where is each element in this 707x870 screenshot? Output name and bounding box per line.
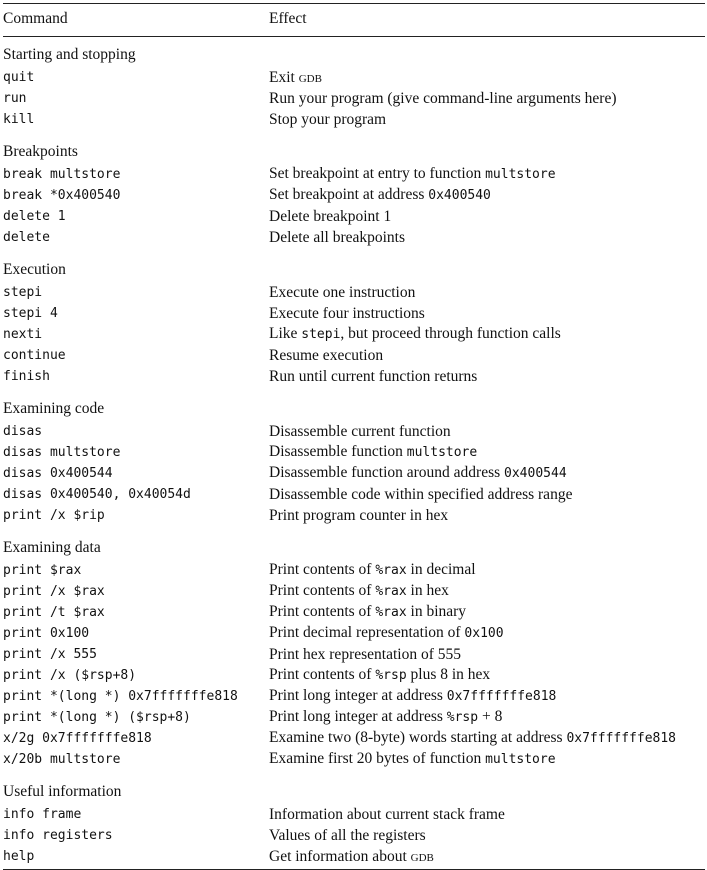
table-row [3,421,705,442]
table-row [3,825,705,846]
code-text: disas 0x400544 [3,466,113,481]
table-row [3,686,705,707]
code-text: info registers [3,828,113,843]
command-cell [3,463,269,484]
effect-column-header: Effect [269,10,307,27]
table-row [3,581,705,602]
command-cell [3,602,269,623]
command-cell [3,484,269,505]
table-row [3,749,705,770]
command-cell [3,366,269,387]
effect-cell [269,345,705,366]
plain-text: in binary [406,603,467,620]
effect-cell [269,366,705,387]
plain-text: Information about current stack frame [269,805,505,823]
plain-text: plus 8 in hex [406,666,491,683]
code-text: print *(long *) 0x7fffffffe818 [3,689,238,704]
section-title: Examining data [3,539,101,556]
code-text: info frame [3,807,82,822]
plain-text: in decimal [406,561,476,578]
command-cell [3,560,269,581]
effect-cell [269,206,705,227]
plain-text: Resume execution [269,346,384,364]
table-row [3,324,705,345]
command-cell [3,164,269,185]
command-cell [3,505,269,526]
table-header [3,4,705,37]
plain-text: Values of all the registers [269,826,426,844]
code-text: quit [3,70,35,85]
code-text: delete 1 [3,209,66,224]
command-column-header: Command [3,10,68,27]
effect-cell [269,227,705,248]
effect-cell [269,505,705,526]
command-cell [3,109,269,130]
plain-text: Run until current function returns [269,367,478,385]
plain-text: Disassemble code within specified address range [269,485,573,503]
plain-text: Set breakpoint at address [269,186,429,203]
plain-text: Delete all breakpoints [269,228,406,246]
code-text: kill [3,112,35,127]
table-row [3,463,705,484]
plain-text: Print program counter in hex [269,506,449,524]
table-row [3,303,705,324]
effect-cell [269,109,705,130]
plain-text: Print decimal representation of [269,624,465,641]
section-row [3,37,705,68]
effect-cell [269,665,705,686]
small-caps-text: gdb [298,68,322,86]
plain-text: Run your program (give command-line arguments here) [269,89,617,107]
plain-text: Print contents of [269,561,376,578]
table-row [3,560,705,581]
plain-text: Set breakpoint at entry to function [269,165,486,182]
code-text: print /x $rax [3,584,105,599]
section-row [3,248,705,282]
code-text: 0x400544 [504,466,567,481]
plain-text: Execute one instruction [269,283,416,301]
section-title: Breakpoints [3,143,78,160]
effect-cell [269,185,705,206]
command-cell [3,686,269,707]
effect-cell [269,749,705,770]
section-title: Starting and stopping [3,46,136,63]
code-text: %rax [375,563,407,578]
code-text: 0x7fffffffe818 [566,731,677,746]
plain-text: Exit [269,68,299,86]
table-row [3,707,705,728]
effect-cell [269,804,705,825]
plain-text: Delete breakpoint 1 [269,207,392,225]
command-cell [3,282,269,303]
table-row [3,345,705,366]
table-body [3,37,705,870]
plain-text: Print contents of [269,666,376,683]
code-text: stepi [301,327,341,342]
effect-cell [269,707,705,728]
code-text: print /t $rax [3,605,105,620]
table-row [3,728,705,749]
table-row [3,109,705,130]
code-text: disas multstore [3,445,121,460]
command-cell [3,665,269,686]
code-text: print $rax [3,563,82,578]
code-text: 0x400540 [428,188,491,203]
effect-cell [269,728,705,749]
code-text: %rsp [375,668,407,683]
code-text: multstore [406,445,478,460]
plain-text: Print long integer at address [269,687,447,704]
plain-text: Print contents of [269,582,376,599]
command-cell [3,227,269,248]
section-row [3,770,705,804]
table-row [3,665,705,686]
plain-text: in hex [406,582,449,599]
code-text: nexti [3,327,43,342]
effect-cell [269,560,705,581]
code-text: run [3,91,27,106]
code-text: %rax [375,605,407,620]
code-text: disas 0x400540, 0x40054d [3,487,191,502]
table-row [3,602,705,623]
code-text: print 0x100 [3,626,90,641]
command-cell [3,442,269,463]
command-cell [3,67,269,88]
table-row [3,846,705,870]
section-title: Useful information [3,783,122,800]
code-text: break *0x400540 [3,188,121,203]
effect-cell [269,484,705,505]
code-text: help [3,849,35,864]
plain-text: Get information about [269,847,411,865]
code-text: multstore [485,167,556,182]
effect-cell [269,825,705,846]
table-row [3,88,705,109]
code-text: print /x 555 [3,647,97,662]
command-cell [3,324,269,345]
command-cell [3,804,269,825]
effect-cell [269,602,705,623]
command-cell [3,345,269,366]
plain-text: Print contents of [269,603,376,620]
command-cell [3,88,269,109]
code-text: continue [3,348,66,363]
plain-text: Disassemble current function [269,422,451,440]
plain-text: Stop your program [269,110,387,128]
effect-cell [269,463,705,484]
plain-text: + 8 [478,708,503,725]
table-row [3,623,705,644]
code-text: 0x100 [464,626,504,641]
effect-cell [269,623,705,644]
code-text: print /x ($rsp+8) [3,668,137,683]
command-cell [3,707,269,728]
plain-text: Disassemble function around address [269,464,505,481]
table-row [3,227,705,248]
small-caps-text: gdb [410,847,434,865]
code-text: break multstore [3,167,121,182]
section-row [3,526,705,560]
effect-cell [269,303,705,324]
section-title: Examining code [3,400,105,417]
section-row [3,130,705,164]
command-cell [3,581,269,602]
table-row [3,282,705,303]
command-cell [3,206,269,227]
command-cell [3,421,269,442]
effect-cell [269,324,705,345]
command-cell [3,303,269,324]
gdb-commands-table [3,3,705,870]
section-row [3,387,705,421]
table-row [3,206,705,227]
command-cell [3,644,269,665]
command-cell [3,825,269,846]
code-text: %rax [375,584,407,599]
code-text: print /x $rip [3,508,105,523]
plain-text: Print hex representation of 555 [269,645,461,663]
effect-cell [269,421,705,442]
code-text: 0x7fffffffe818 [446,689,557,704]
table-row [3,164,705,185]
table-row [3,185,705,206]
table-row [3,505,705,526]
plain-text: Like [269,325,302,342]
table-row [3,484,705,505]
plain-text: Examine first 20 bytes of function [269,750,486,767]
code-text: multstore [485,752,556,767]
code-text: x/20b multstore [3,752,121,767]
effect-cell [269,581,705,602]
plain-text: Print long integer at address [269,708,447,725]
effect-cell [269,282,705,303]
effect-cell [269,846,705,870]
code-text: delete [3,230,50,245]
command-cell [3,846,269,870]
code-text: print *(long *) ($rsp+8) [3,710,191,725]
table-row [3,366,705,387]
plain-text: Examine two (8-byte) words starting at address [269,729,567,746]
effect-cell [269,88,705,109]
table-row [3,804,705,825]
plain-text: Disassemble function [269,443,407,460]
code-text: disas [3,424,43,439]
effect-cell [269,686,705,707]
command-cell [3,728,269,749]
code-text: finish [3,369,50,384]
code-text: x/2g 0x7fffffffe818 [3,731,152,746]
effect-cell [269,442,705,463]
command-cell [3,185,269,206]
section-title: Execution [3,261,66,278]
header-row [3,4,705,37]
code-text: %rsp [446,710,479,725]
effect-cell [269,644,705,665]
plain-text: , but proceed through function calls [340,325,561,342]
effect-cell [269,164,705,185]
table-row [3,644,705,665]
table-row [3,442,705,463]
code-text: stepi [3,285,43,300]
table-row [3,67,705,88]
command-cell [3,749,269,770]
code-text: stepi 4 [3,306,58,321]
effect-cell [269,67,705,88]
command-cell [3,623,269,644]
plain-text: Execute four instructions [269,304,425,322]
